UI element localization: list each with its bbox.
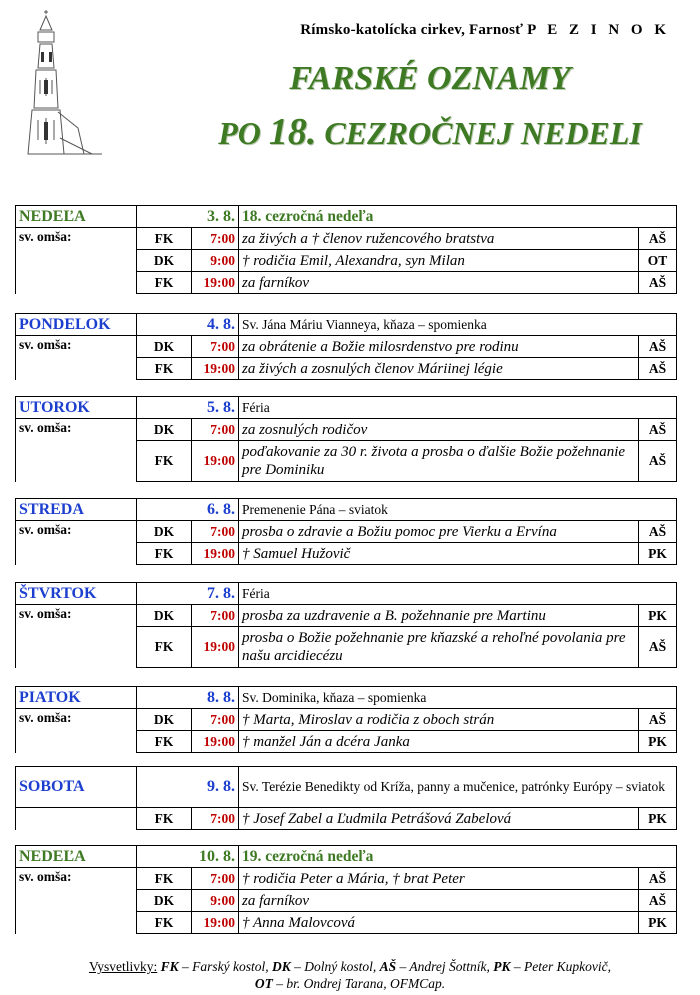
parish-name: Rímsko-katolícka cirkev, Farnosť [300, 22, 524, 38]
mass-time: 19:00 [192, 441, 239, 482]
church-tower-logo [18, 8, 104, 158]
mass-intention: za farníkov [239, 890, 639, 912]
mass-priest: AŠ [639, 228, 677, 250]
day-date: 3. 8. [137, 206, 239, 228]
mass-church: FK [137, 272, 192, 294]
mass-time: 7:00 [192, 419, 239, 441]
mass-intention: poďakovanie za 30 r. života a prosba o ďalšie Božie požehnanie pre Dominiku [239, 441, 639, 482]
day-feast: 19. cezročná nedeľa [239, 846, 677, 868]
day-date: 5. 8. [137, 397, 239, 419]
day-name: PONDELOK [16, 314, 137, 336]
mass-priest: AŠ [639, 890, 677, 912]
mass-priest: PK [639, 808, 677, 830]
legend-text-dk: – Dolný kostol, [294, 959, 377, 974]
mass-priest: AŠ [639, 358, 677, 380]
mass-priest: AŠ [639, 521, 677, 543]
mass-time: 19:00 [192, 731, 239, 753]
mass-church: FK [137, 228, 192, 250]
mass-label: sv. omša: [16, 709, 137, 753]
legend-code-pk: PK [493, 959, 511, 974]
mass-label-empty [16, 808, 137, 830]
mass-church: DK [137, 890, 192, 912]
day-date: 7. 8. [137, 583, 239, 605]
legend-code-ot: OT [254, 976, 273, 991]
mass-intention: za živých a † členov ružencového bratstva [239, 228, 639, 250]
legend-text-fk: – Farský kostol, [182, 959, 269, 974]
mass-church: FK [137, 543, 192, 565]
mass-church: DK [137, 521, 192, 543]
day-date: 4. 8. [137, 314, 239, 336]
mass-church: FK [137, 358, 192, 380]
mass-time: 9:00 [192, 890, 239, 912]
mass-intention: za živých a zosnulých členov Máriinej légie [239, 358, 639, 380]
mass-intention: prosba o zdravie a Božiu pomoc pre Vierku a Ervína [239, 521, 639, 543]
mass-time: 7:00 [192, 868, 239, 890]
legend-code-fk: FK [160, 959, 179, 974]
mass-church: FK [137, 731, 192, 753]
mass-church: DK [137, 709, 192, 731]
legend-label: Vysvetlivky: [88, 959, 158, 974]
legend-text-as: – Andrej Šottník, [399, 959, 490, 974]
mass-intention: † Marta, Miroslav a rodičia z oboch strán [239, 709, 639, 731]
day-date: 9. 8. [137, 767, 239, 808]
mass-intention: prosba o Božie požehnanie pre kňazské a rehoľné povolania pre našu arcidiecézu [239, 627, 639, 668]
day-name: NEDEĽA [16, 846, 137, 868]
mass-priest: AŠ [639, 868, 677, 890]
legend-code-dk: DK [272, 959, 291, 974]
day-feast: Sv. Dominika, kňaza – spomienka [239, 687, 677, 709]
day-feast: 18. cezročná nedeľa [239, 206, 677, 228]
day-table [15, 686, 677, 753]
day-table [15, 845, 677, 934]
day-date: 8. 8. [137, 687, 239, 709]
mass-intention: † rodičia Peter a Mária, † brat Peter [239, 868, 639, 890]
day-table [15, 205, 677, 294]
mass-time: 7:00 [192, 521, 239, 543]
day-feast: Sv. Jána Máriu Vianneya, kňaza – spomienka [239, 314, 677, 336]
day-name: ŠTVRTOK [16, 583, 137, 605]
mass-time: 7:00 [192, 808, 239, 830]
day-table [15, 582, 677, 668]
day-feast: Féria [239, 397, 677, 419]
mass-priest: AŠ [639, 419, 677, 441]
mass-time: 19:00 [192, 358, 239, 380]
mass-priest: AŠ [639, 272, 677, 294]
mass-intention: prosba za uzdravenie a B. požehnanie pre Martinu [239, 605, 639, 627]
mass-time: 19:00 [192, 272, 239, 294]
title-prefix: PO [218, 115, 261, 151]
mass-church: DK [137, 419, 192, 441]
mass-priest: AŠ [639, 627, 677, 668]
parish-header [230, 22, 670, 39]
mass-intention: † Anna Malovcová [239, 912, 639, 934]
mass-intention: za obrátenie a Božie milosrdenstvo pre rodinu [239, 336, 639, 358]
day-feast: Premenenie Pána – sviatok [239, 499, 677, 521]
mass-church: FK [137, 441, 192, 482]
mass-priest: PK [639, 912, 677, 934]
mass-label: sv. omša: [16, 521, 137, 565]
title-number: 18. [268, 111, 317, 153]
mass-time: 7:00 [192, 336, 239, 358]
day-feast: Féria [239, 583, 677, 605]
legend-text-pk: – Peter Kupkovič, [513, 959, 612, 974]
mass-label: sv. omša: [16, 228, 137, 294]
legend [0, 958, 700, 992]
mass-label: sv. omša: [16, 419, 137, 482]
mass-label: sv. omša: [16, 868, 137, 934]
mass-church: FK [137, 868, 192, 890]
mass-church: FK [137, 808, 192, 830]
mass-time: 19:00 [192, 543, 239, 565]
mass-label: sv. omša: [16, 605, 137, 668]
mass-church: FK [137, 627, 192, 668]
title-suffix: CEZROČNEJ NEDELI [324, 115, 642, 151]
mass-church: DK [137, 336, 192, 358]
day-date: 10. 8. [137, 846, 239, 868]
mass-church: DK [137, 250, 192, 272]
mass-time: 19:00 [192, 627, 239, 668]
day-table [15, 313, 677, 380]
mass-intention: † Samuel Hužovič [239, 543, 639, 565]
mass-intention: † Josef Zabel a Ľudmila Petrášová Zabelová [239, 808, 639, 830]
legend-text-ot: – br. Ondrej Tarana, OFMCap. [276, 976, 446, 991]
day-table [15, 396, 677, 482]
mass-time: 9:00 [192, 250, 239, 272]
mass-intention: za zosnulých rodičov [239, 419, 639, 441]
day-table [15, 766, 677, 830]
day-name: UTOROK [16, 397, 137, 419]
day-feast: Sv. Terézie Benedikty od Kríža, panny a mučenice, patrónky Európy – sviatok [239, 767, 677, 808]
mass-priest: PK [639, 543, 677, 565]
day-table [15, 498, 677, 565]
mass-church: DK [137, 605, 192, 627]
day-date: 6. 8. [137, 499, 239, 521]
mass-label: sv. omša: [16, 336, 137, 380]
mass-priest: OT [639, 250, 677, 272]
day-name: PIATOK [16, 687, 137, 709]
mass-intention: † rodičia Emil, Alexandra, syn Milan [239, 250, 639, 272]
day-name: NEDEĽA [16, 206, 137, 228]
mass-priest: AŠ [639, 441, 677, 482]
mass-intention: za farníkov [239, 272, 639, 294]
mass-priest: AŠ [639, 336, 677, 358]
day-name: SOBOTA [16, 767, 137, 808]
mass-time: 7:00 [192, 709, 239, 731]
title-line-2 [180, 110, 680, 154]
mass-priest: AŠ [639, 709, 677, 731]
legend-code-as: AŠ [379, 959, 397, 974]
title-line-1: FARSKÉ OZNAMY [289, 60, 571, 97]
mass-intention: † manžel Ján a dcéra Janka [239, 731, 639, 753]
mass-church: FK [137, 912, 192, 934]
mass-time: 7:00 [192, 228, 239, 250]
mass-priest: PK [639, 605, 677, 627]
mass-time: 7:00 [192, 605, 239, 627]
mass-priest: PK [639, 731, 677, 753]
mass-time: 19:00 [192, 912, 239, 934]
town-name: P E Z I N O K [527, 22, 670, 38]
day-name: STREDA [16, 499, 137, 521]
